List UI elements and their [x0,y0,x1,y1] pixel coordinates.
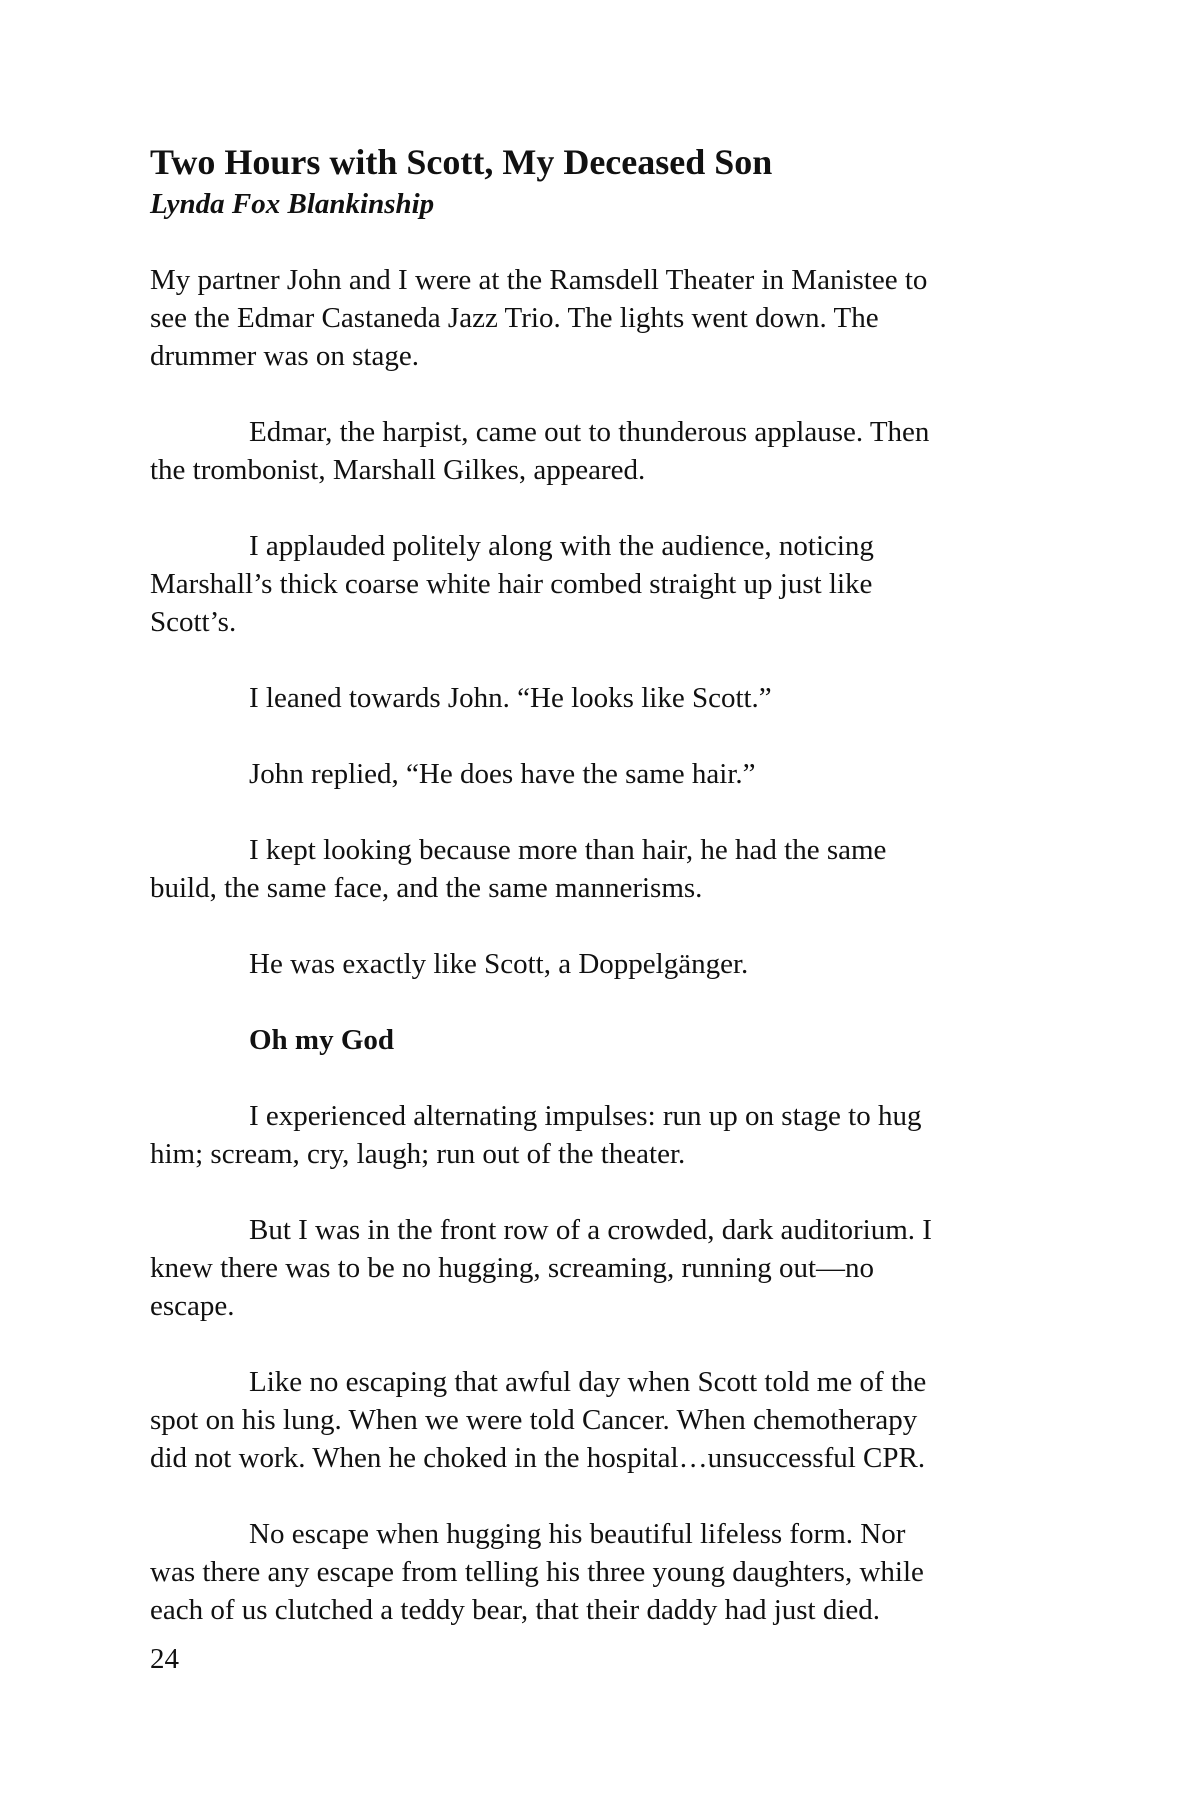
text-line: But I was in the front row of a crowded, dark auditorium. I [249,1214,932,1246]
text-line: Edmar, the harpist, came out to thunderous applause. Then [249,416,930,448]
paragraph [150,413,1050,489]
text-line: did not work. When he choked in the hospital…unsuccessful CPR. [150,1442,926,1474]
page-number: 24 [150,1643,179,1675]
paragraph [150,1211,1050,1325]
paragraph [150,1097,1050,1173]
paragraph [150,945,1050,983]
text-line: him; scream, cry, laugh; run out of the theater. [150,1138,686,1170]
paragraph [150,261,1050,375]
section-exclamation [150,1021,1050,1059]
text-line: build, the same face, and the same mannerisms. [150,872,703,904]
text-line: Like no escaping that awful day when Scott told me of the [249,1366,927,1398]
text-line: I applauded politely along with the audience, noticing [249,530,874,562]
text-line: Scott’s. [150,606,237,638]
text-line: Marshall’s thick coarse white hair combed straight up just like [150,568,873,600]
text-line: He was exactly like Scott, a Doppelgänger. [249,948,749,980]
text-line: the trombonist, Marshall Gilkes, appeared. [150,454,646,486]
text-line: each of us clutched a teddy bear, that their daddy had just died. [150,1594,881,1626]
paragraph [150,1515,1050,1629]
text-line: John replied, “He does have the same hair.” [249,758,756,790]
paragraph [150,679,1050,717]
text-line: I kept looking because more than hair, he had the same [249,834,887,866]
text-line: drummer was on stage. [150,340,419,372]
text-line: I experienced alternating impulses: run up on stage to hug [249,1100,922,1132]
text-line: My partner John and I were at the Ramsdell Theater in Manistee to [150,264,928,296]
text-line: Oh my God [249,1024,395,1056]
paragraph [150,831,1050,907]
text-line: spot on his lung. When we were told Cancer. When chemotherapy [150,1404,918,1436]
paragraph [150,527,1050,641]
text-line: see the Edmar Castaneda Jazz Trio. The lights went down. The [150,302,879,334]
text-line: No escape when hugging his beautiful lifeless form. Nor [249,1518,906,1550]
text-line: knew there was to be no hugging, screaming, running out—no [150,1252,875,1284]
paragraph [150,755,1050,793]
text-line: escape. [150,1290,235,1322]
story-body [150,261,1050,1667]
paragraph [150,1363,1050,1477]
story-title: Two Hours with Scott, My Deceased Son [150,142,773,182]
text-line: was there any escape from telling his three young daughters, while [150,1556,924,1588]
text-line: I leaned towards John. “He looks like Scott.” [249,682,772,714]
author-byline: Lynda Fox Blankinship [150,188,435,220]
